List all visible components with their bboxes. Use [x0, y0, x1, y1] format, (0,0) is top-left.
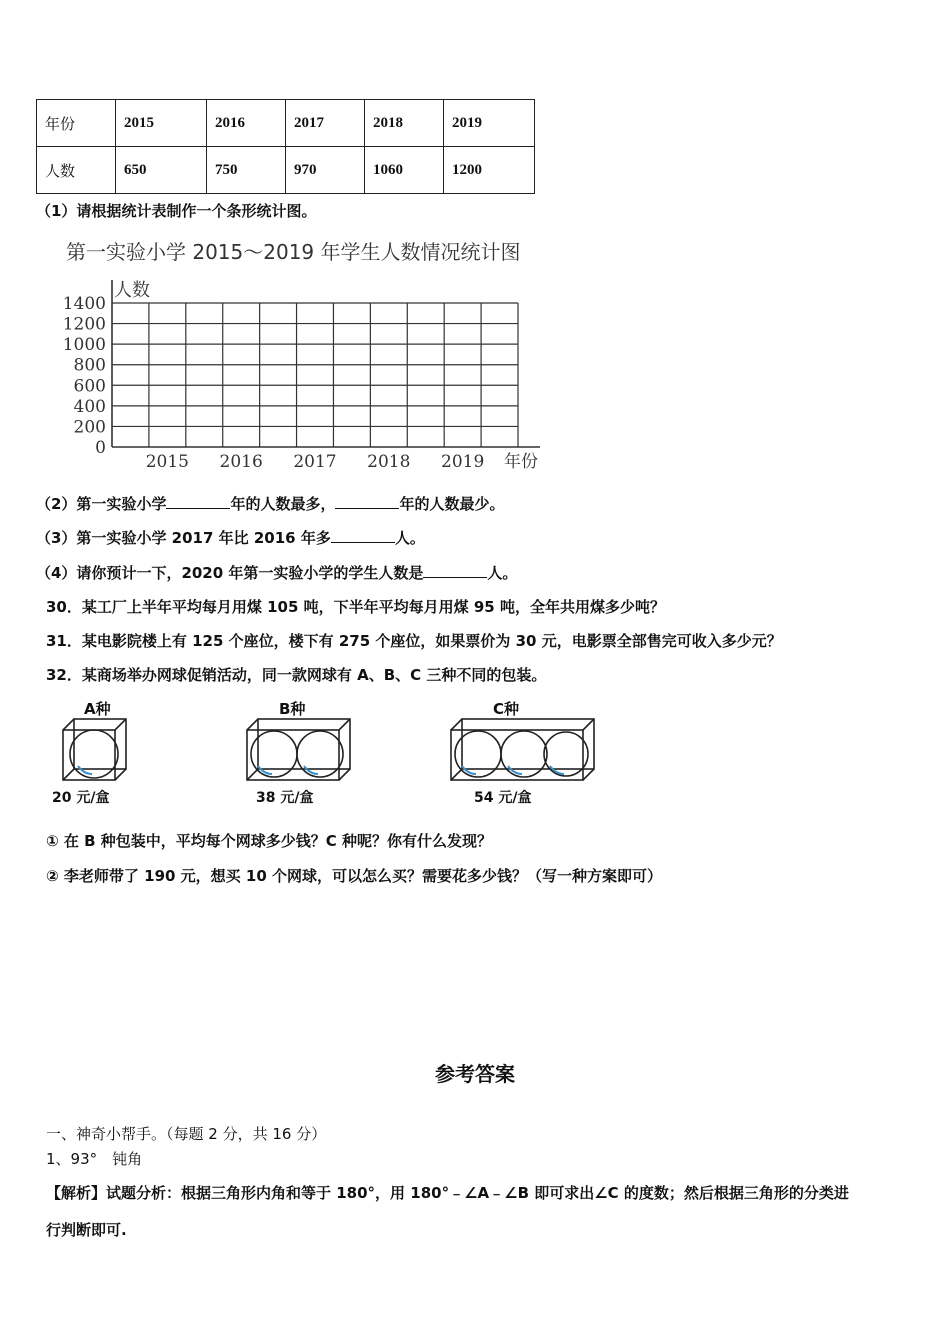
- question-1: （1）请根据统计表制作一个条形统计图。: [36, 202, 317, 220]
- y-tick-label: 800: [73, 355, 106, 376]
- package-b-price: 38 元/盒: [256, 790, 314, 806]
- answer-heading: 参考答案: [435, 1062, 515, 1086]
- table-cell: 1060: [365, 147, 444, 194]
- y-tick-label: 200: [73, 417, 106, 438]
- table-cell: 650: [116, 147, 207, 194]
- bar-chart-grid: [56, 276, 556, 476]
- q2-text-a: （2）第一实验小学: [36, 495, 167, 513]
- x-tick-labels: [146, 452, 485, 472]
- table-cell: 750: [207, 147, 286, 194]
- package-a-label: A种: [84, 700, 111, 718]
- question-30: 30．某工厂上半年平均每月用煤 105 吨，下半年平均每月用煤 95 吨，全年共用煤多少吨？: [46, 598, 665, 616]
- q2-text-c: 年的人数最少。: [399, 495, 505, 513]
- q3-text-b: 人。: [394, 529, 425, 547]
- y-tick-label: 400: [73, 396, 106, 417]
- stats-table: [36, 99, 535, 194]
- answer-blank[interactable]: [423, 563, 487, 578]
- chart-title: 第一实验小学 2015～2019 年学生人数情况统计图: [66, 240, 521, 264]
- package-a-price: 20 元/盒: [52, 790, 110, 806]
- table-row: [37, 147, 535, 194]
- package-c-label: C种: [493, 700, 520, 718]
- sub-question-2: ② 李老师带了 190 元，想买 10 个网球，可以怎么买？需要花多少钱？（写一种方案即可）: [46, 867, 662, 885]
- answer-blank[interactable]: [166, 494, 230, 509]
- x-tick-label: 2016: [219, 452, 263, 472]
- table-cell: 年份: [37, 100, 116, 147]
- y-tick-labels: [63, 294, 106, 458]
- x-tick-label: 2018: [367, 452, 411, 472]
- package-c-price: 54 元/盒: [474, 790, 532, 806]
- x-tick-label: 2015: [145, 452, 189, 472]
- answer-blank[interactable]: [331, 528, 395, 543]
- table-row: [37, 100, 535, 147]
- table-cell: 2018: [365, 100, 444, 147]
- package-b-box: [244, 716, 354, 784]
- package-c-box: [448, 716, 596, 784]
- sub-question-1: ① 在 B 种包装中，平均每个网球多少钱？C 种呢？你有什么发现？: [46, 832, 493, 850]
- y-tick-label: 1200: [62, 314, 106, 335]
- x-tick-label: 2019: [441, 452, 485, 472]
- answer-analysis-line-2: 行判断即可.: [46, 1221, 127, 1239]
- q4-text-b: 人。: [487, 564, 518, 582]
- question-4: [36, 562, 517, 583]
- answer-analysis-line-1: 【解析】试题分析：根据三角形内角和等于 180°，用 180°﹣∠A﹣∠B 即可求出∠C 的度数；然后根据三角形的分类进: [46, 1184, 849, 1202]
- question-32: 32．某商场举办网球促销活动，同一款网球有 A、B、C 三种不同的包装。: [46, 666, 547, 684]
- y-tick-label: 1000: [62, 335, 106, 356]
- chart-grid-lines: [112, 280, 540, 447]
- y-tick-label: 600: [73, 376, 106, 397]
- q4-text-a: （4）请你预计一下，2020 年第一实验小学的学生人数是: [36, 564, 424, 582]
- package-a-box: [60, 716, 130, 784]
- y-tick-label: 0: [95, 438, 106, 458]
- table-cell: 2017: [286, 100, 365, 147]
- table-cell: 970: [286, 147, 365, 194]
- question-3: [36, 527, 425, 548]
- y-tick-label: 1400: [62, 294, 106, 314]
- table-cell: 1200: [444, 147, 535, 194]
- q2-text-b: 年的人数最多，: [230, 495, 336, 513]
- q3-text-a: （3）第一实验小学 2017 年比 2016 年多: [36, 529, 331, 547]
- table-cell: 2015: [116, 100, 207, 147]
- y-axis-label: 人数: [114, 280, 150, 301]
- answer-blank[interactable]: [335, 494, 399, 509]
- x-axis-label: 年份: [504, 452, 538, 472]
- question-31: 31．某电影院楼上有 125 个座位，楼下有 275 个座位，如果票价为 30 元，电影票全部售完可收入多少元？: [46, 632, 782, 650]
- answer-item-1: 1、93° 钝角: [46, 1150, 143, 1168]
- table-cell: 2019: [444, 100, 535, 147]
- table-cell: 2016: [207, 100, 286, 147]
- question-2: [36, 493, 504, 514]
- x-tick-label: 2017: [293, 452, 337, 472]
- answer-section-title: 一、神奇小帮手。（每题 2 分，共 16 分）: [46, 1125, 327, 1143]
- table-cell: 人数: [37, 147, 116, 194]
- package-b-label: B种: [279, 700, 306, 718]
